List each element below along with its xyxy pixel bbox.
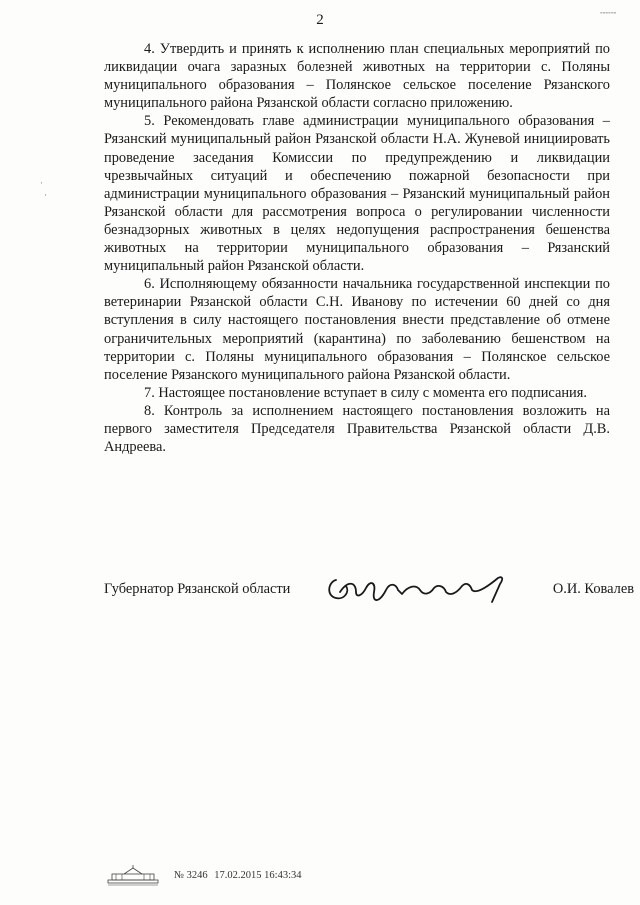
paragraph-7: 7. Настоящее постановление вступает в силу с момента его подписания. [144,384,587,401]
scan-artifact: · [44,190,47,200]
signatory-title: Губернатор Рязанской области [104,581,291,597]
handwritten-signature [326,572,516,608]
paragraph-5: 5. Рекомендовать главе администрации муниципального образования – Рязанский муниципальный район Рязанской области Н.А. Жуневой инициировать проведение заседания Комиссии по предупреждению и ликвидации чрезвычайных ситуаций и обеспечению пожарной безопасности при администрации муниципального образования – Рязанский муниципальный район Рязанской области для рассмотрения вопроса о регулировании численности безнадзорных животных в целях недопущения распространения бешенства животных на территории муниципального образования – Рязанский муниципальный район Рязанской области. [104,113,610,275]
document-footer [106,864,366,886]
building-logo-icon [106,864,160,886]
page-number: 2 [316,12,324,28]
scan-artifact: · [40,178,43,188]
paragraph-6: 6. Исполняющему обязанности начальника государственной инспекции по ветеринарии Рязанской области С.Н. Иванову по истечении 60 дней со дня вступления в силу настоящего постановления внести представление об отмене ограничительных мероприятий (карантина) по заболеванию бешенством на территории с. Поляны муниципального образования – Полянское сельское поселение Рязанского муниципального района Рязанской области. [104,276,610,383]
document-body [104,40,610,456]
registration-datetime: 17.02.2015 16:43:34 [214,870,302,881]
document-number: № 3246 [174,870,208,881]
paragraph-8: 8. Контроль за исполнением настоящего постановления возложить на первого заместителя Председателя Правительства Рязанской области Д.В. Андреева. [104,402,610,456]
registration-stamp [174,870,306,881]
signatory-name: О.И. Ковалев [552,581,634,597]
paragraph-4: 4. Утвердить и принять к исполнению план специальных мероприятий по ликвидации очага заразных болезней животных на территории с. Поляны муниципального образования – Полянское сельское поселение Рязанского муниципального района Рязанской области согласно приложению. [104,41,610,112]
signature-block [104,572,634,608]
scan-artifact: ╌╌╌ [600,8,617,18]
